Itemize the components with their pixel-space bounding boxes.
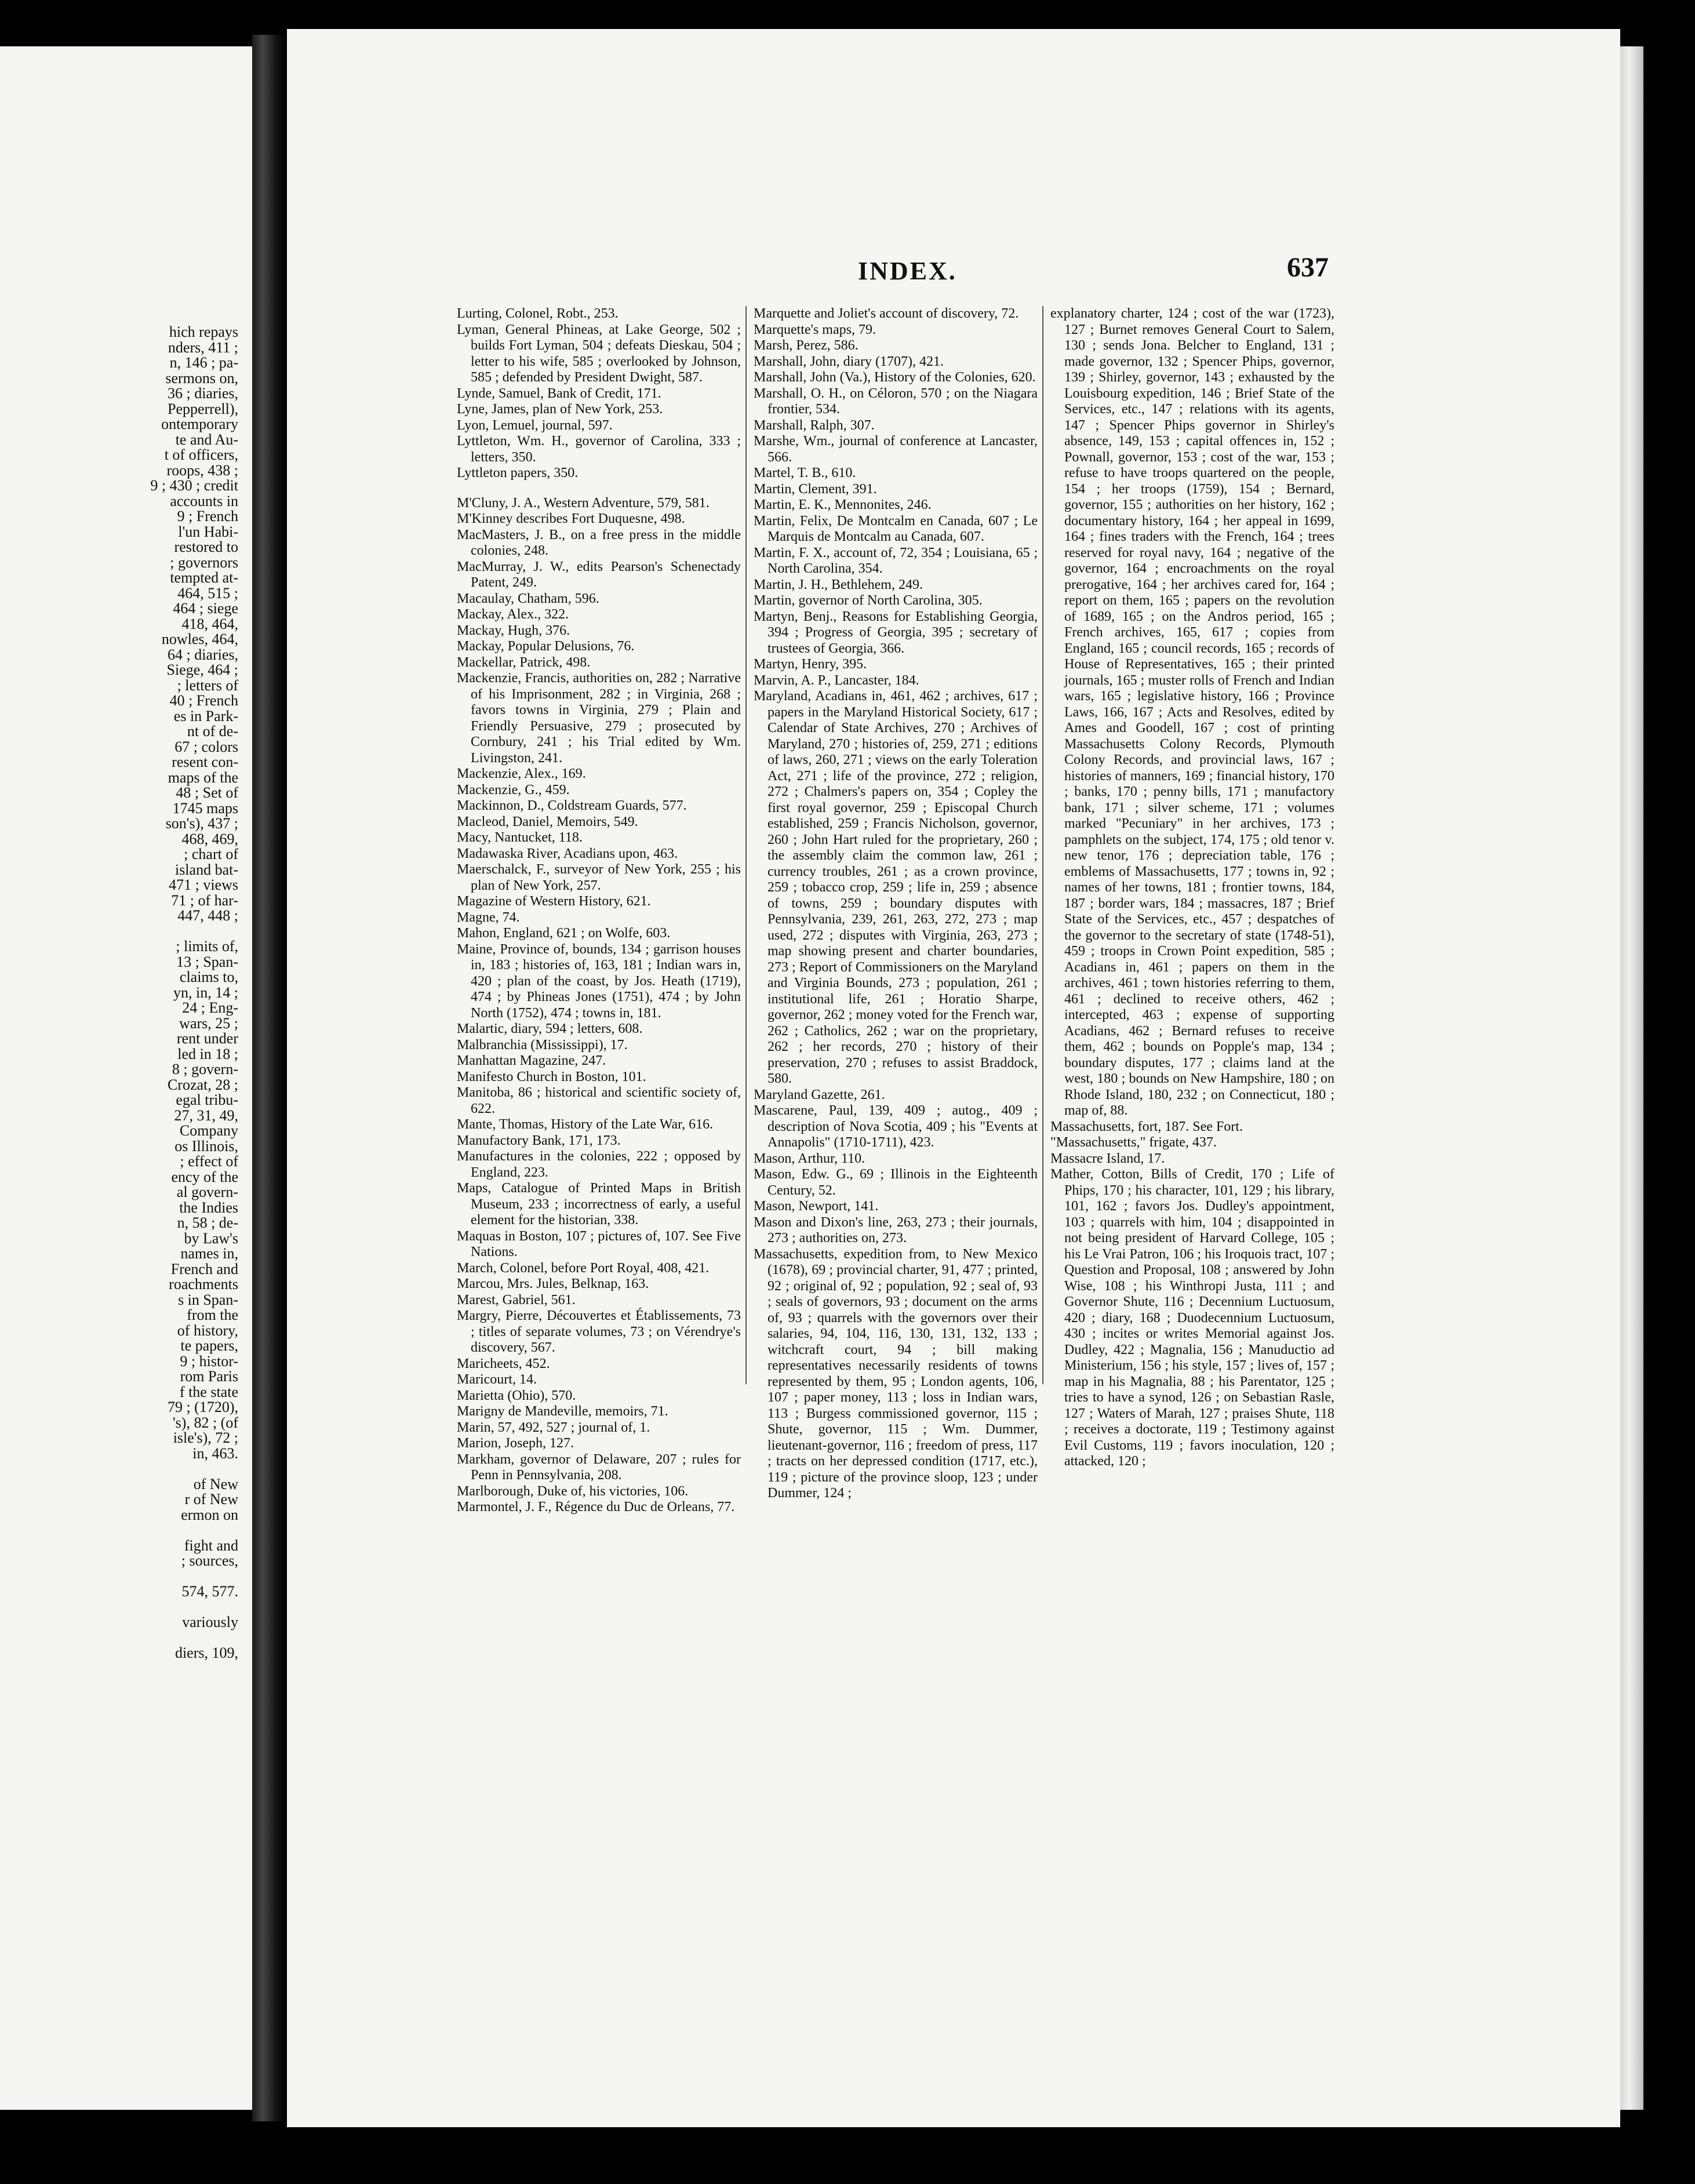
left-page-line: egal tribu-: [176, 1091, 238, 1108]
index-entry: Manufactory Bank, 171, 173.: [457, 1133, 621, 1148]
left-page-line: rom Paris: [180, 1368, 238, 1385]
left-page-line: 9 ; histor-: [180, 1352, 238, 1370]
index-entry: M'Kinney describes Fort Duquesne, 498.: [457, 511, 685, 526]
left-page-line: 468, 469,: [181, 830, 238, 847]
left-page-line: from the: [187, 1306, 238, 1323]
index-entry: Macleod, Daniel, Memoirs, 549.: [457, 814, 638, 829]
index-entry: Massacre Island, 17.: [1050, 1151, 1165, 1166]
index-entry: Marietta (Ohio), 570.: [457, 1388, 576, 1403]
left-page-line: 48 ; Set of: [176, 784, 238, 801]
book-gutter: [252, 35, 287, 2121]
index-column-1: [457, 306, 741, 1516]
left-page-line: maps of the: [168, 769, 238, 786]
index-entry: Marin, 57, 492, 527 ; journal of, 1.: [457, 1419, 650, 1435]
index-entry: Marquette's maps, 79.: [754, 322, 876, 337]
left-page-line: 13 ; Span-: [176, 953, 238, 970]
left-page-line: 40 ; French: [169, 692, 238, 709]
left-page-line: accounts in: [170, 492, 238, 509]
index-entry: Martel, T. B., 610.: [754, 465, 856, 481]
index-entry: Mackay, Popular Delusions, 76.: [457, 639, 635, 654]
index-entry: Mason, Newport, 141.: [754, 1199, 879, 1214]
index-entry: Marshall, O. H., on Céloron, 570 ; on the Niagara frontier, 534.: [754, 385, 1038, 417]
left-page-line: diers, 109,: [174, 1644, 238, 1661]
index-entry: Martin, Clement, 391.: [754, 481, 877, 497]
index-entry: Lyne, James, plan of New York, 253.: [457, 402, 663, 417]
left-page-line: in, 463.: [192, 1444, 238, 1462]
index-entry: Margry, Pierre, Découvertes et Établissements, 73 ; titles of separate volumes, 73 ; on Vérendrye's discovery, 567.: [457, 1308, 741, 1355]
index-entry: Martin, Felix, De Montcalm en Canada, 607 ; Le Marquis de Montcalm au Canada, 607.: [754, 513, 1038, 544]
index-entry: Mather, Cotton, Bills of Credit, 170 ; Life of Phips, 170 ; his character, 101, 129 ; his library, 101, 162 ; favors Jos. Dudley's appointment, 103 ; quarrels with him, 104 ; disappointed in not being president of Harvard College, 105 ; his Le Vrai Patron, 106 ; his Iroquois tract, 107 ; Question and Proposal, 108 ; answered by John Wise, 108 ; his Winthropi Justa, 111 ; and Governor Shute, 116 ; Decennium Luctuosum, 420 ; diary, 168 ; Duodecennium Luctuosum, 430 ; incites or writes Memorial against Jos. Dudley, 422 ; Magnalia, 156 ; Manuductio ad Ministerium, 156 ; his style, 157 ; lives of, 157 ; map in his Magnalia, 88 ; his Parentator, 125 ; tries to have a synod, 126 ; on Sebastian Rasle, 127 ; Waters of Marah, 127 ; praises Shute, 118 ; receives a doctorate, 119 ; Testimony against Evil Customs, 119 ; favors inoculation, 120 ; attacked, 120 ;: [1050, 1167, 1334, 1469]
left-page-line: ; governors: [170, 554, 238, 571]
left-page-line: t of officers,: [164, 446, 238, 463]
index-entry: Maps, Catalogue of Printed Maps in British Museum, 233 ; incorrectness of early, a useful element for the historian, 338.: [457, 1181, 741, 1228]
left-page-line: f the state: [179, 1383, 238, 1400]
left-page-line: 9 ; 430 ; credit: [150, 477, 238, 494]
index-entry: Madawaska River, Acadians upon, 463.: [457, 846, 678, 861]
left-page-line: ; effect of: [180, 1153, 238, 1170]
running-title: INDEX.: [858, 257, 957, 285]
left-page-line: 1745 maps: [172, 799, 238, 817]
index-entry: Martin, E. K., Mennonites, 246.: [754, 497, 932, 512]
index-entry: Marcou, Mrs. Jules, Belknap, 163.: [457, 1276, 649, 1291]
left-page-line: Siege, 464 ;: [166, 661, 238, 678]
left-page-line: 27, 31, 49,: [174, 1106, 238, 1124]
index-entry: Maerschalck, F., surveyor of New York, 255 ; his plan of New York, 257.: [457, 862, 741, 893]
index-entry: Mason, Edw. G., 69 ; Illinois in the Eighteenth Century, 52.: [754, 1167, 1038, 1198]
left-page-line: ermon on: [181, 1506, 238, 1523]
left-page-line: 79 ; (1720),: [167, 1399, 238, 1415]
left-page-line: isle's), 72 ;: [173, 1429, 238, 1446]
index-entry: explanatory charter, 124 ; cost of the war (1723), 127 ; Burnet removes General Court to Salem, 130 ; sends Jona. Belcher to England, 131 ; made governor, 132 ; Spencer Phips, governor, 139 ; Shirley, governor, 143 ; exhausted by the Louisbourg expedition, 146 ; Brief State of the Services, etc., 147 ; relations with its agents, 147 ; Spencer Phips governor in Shirley's absence, 149, 153 ; capital offences in, 152 ; Pownall, governor, 153 ; cost of the war, 153 ; refuse to have troops quartered on the people, 154 ; her troops (1759), 154 ; Bernard, governor, 155 ; authorities on her history, 162 ; documentary history, 164 ; her appeal in 1699, 164 ; fines traders with the French, 164 ; trees reserved for royal navy, 164 ; negative of the governor, 164 ; encroachments on the royal prerogative, 164 ; her archives cared for, 164 ; report on them, 165 ; papers on the revolution of 1689, 165 ; on the Andros period, 165 ; French archives, 165, 617 ; copies from England, 165 ; council records, 165 ; records of House of Representatives, 165 ; their printed journals, 165 ; muster rolls of French and Indian wars, 165 ; legislative history, 166 ; Province Laws, 166, 167 ; Acts and Resolves, edited by Ames and Goodell, 167 ; cost of printing Massachusetts Colony Records, Plymouth Colony Records, and provincial laws, 167 ; histories of manners, 169 ; financial history, 170 ; banks, 170 ; penny bills, 171 ; manufactory bank, 171 ; silver scheme, 171 ; volumes marked "Pecuniary" in her archives, 173 ; pamphlets on the subject, 174, 175 ; old tenor v. new tenor, 176 ; depreciation table, 176 ; emblems of Massachusetts, 177 ; towns in, 92 ; names of her towns, 181 ; frontier towns, 184, 187 ; border wars, 184 ; massacres, 187 ; Brief State of the Services, etc., 457 ; despatches of the governor to the secretary of state (1748-51), 459 ; troops in Crown Point expedition, 585 ; Acadians in, 461 ; papers on them in the archives, 461 ; town histories referring to them, 461 ; declined to receive others, 462 ; intercepted, 463 ; expense of supporting Acadians, 462 ; Bernard refuses to receive them, 462 ; bounds on Popple's map, 134 ; boundary disputes, 177 ; claims land at the west, 180 ; bounds on New Hampshire, 180 ; on Rhode Island, 180, 232 ; on Connecticut, 180 ; map of, 88.: [1050, 306, 1334, 1118]
index-entry: Mackay, Hugh, 376.: [457, 623, 570, 638]
index-entry: Mackenzie, Francis, authorities on, 282 ; Narrative of his Imprisonment, 282 ; in Virginia, 268 ; favors towns in Virginia, 279 ; Plain and Friendly Persuasive, 279 ; prosecuted by Cornbury, 241 ; his Trial edited by Wm. Livingston, 241.: [457, 671, 741, 766]
index-entry: Manitoba, 86 ; historical and scientific society of, 622.: [457, 1085, 741, 1116]
index-entry: Maquas in Boston, 107 ; pictures of, 107. See Five Nations.: [457, 1228, 741, 1260]
index-entry: Marquette and Joliet's account of discovery, 72.: [754, 306, 1019, 321]
index-entry: Manufactures in the colonies, 222 ; opposed by England, 223.: [457, 1149, 741, 1180]
index-entry: Markham, governor of Delaware, 207 ; rules for Penn in Pennsylvania, 208.: [457, 1451, 741, 1483]
index-entry: March, Colonel, before Port Royal, 408, 421.: [457, 1260, 710, 1276]
index-entry: Macaulay, Chatham, 596.: [457, 591, 599, 606]
left-page-line: son's), 437 ;: [165, 815, 238, 832]
left-page-line: restored to: [174, 538, 238, 555]
index-entry: Mackay, Alex., 322.: [457, 607, 569, 622]
index-entry: Maricourt, 14.: [457, 1372, 537, 1387]
left-page-line: 464, 515 ;: [177, 584, 238, 602]
index-entry: Lyon, Lemuel, journal, 597.: [457, 417, 613, 433]
index-entry: Marshall, John, diary (1707), 421.: [754, 354, 944, 369]
index-entry: Mahon, England, 621 ; on Wolfe, 603.: [457, 926, 671, 941]
page-edge: [1620, 46, 1643, 2110]
left-page-line: of New: [193, 1475, 238, 1493]
left-page-line: 471 ; views: [169, 876, 238, 893]
left-page-line: sermons on,: [165, 369, 238, 387]
left-page-line: nt of de-: [187, 723, 238, 740]
index-entry: Martyn, Henry, 395.: [754, 657, 867, 672]
left-page-line: resent con-: [172, 754, 238, 770]
left-page-line: Pepperrell),: [167, 400, 238, 417]
left-page-line: nders, 411 ;: [168, 338, 238, 356]
left-page-line: of history,: [177, 1322, 238, 1339]
left-page-line: 447, 448 ;: [177, 907, 238, 924]
left-page-line: variously: [182, 1614, 238, 1630]
left-page-line: ency of the: [171, 1168, 238, 1185]
index-entry: Marshall, John (Va.), History of the Colonies, 620.: [754, 370, 1036, 385]
index-entry: Lyttleton papers, 350.: [457, 465, 579, 481]
left-page-line: roachments: [169, 1276, 238, 1293]
left-page-line: 418, 464,: [181, 615, 238, 632]
left-page-line: nowles, 464,: [161, 631, 238, 647]
left-page-line: the Indies: [179, 1199, 238, 1216]
left-page-line: 64 ; diaries,: [167, 646, 238, 663]
left-page-line: 574, 577.: [181, 1583, 238, 1600]
index-entry: Lyman, General Phineas, at Lake George, 502 ; builds Fort Lyman, 504 ; defeats Dieskau, 504 ; letter to his wife, 585 ; overlooked by Johnson, 585 ; defended by President Dwight, 587.: [457, 322, 741, 385]
left-page-line: Company: [179, 1122, 238, 1139]
index-entry: Mason and Dixon's line, 263, 273 ; their journals, 273 ; authorities on, 273.: [754, 1214, 1038, 1246]
book-page: [287, 29, 1620, 2127]
left-page-line: island bat-: [174, 861, 238, 878]
left-page-line: fight and: [184, 1537, 238, 1554]
column-rule: [745, 306, 747, 1384]
index-entry: Marshall, Ralph, 307.: [754, 417, 875, 433]
index-entry: Marion, Joseph, 127.: [457, 1436, 574, 1451]
index-entry: Maryland, Acadians in, 461, 462 ; archives, 617 ; papers in the Maryland Historical Society, 617 ; Calendar of State Archives, 270 ; Archives of Maryland, 270 ; histories of, 259, 271 ; editions of laws, 260, 271 ; views on the early Toleration Act, 271 ; life of the province, 272 ; religion, 272 ; Chalmers's papers on, 354 ; Copley the first royal governor, 259 ; Episcopal Church established, 259 ; Francis Nicholson, governor, 260 ; John Hart ruled for the proprietary, 260 ; the assembly claim the common law, 261 ; currency troubles, 261 ; as a crown province, 259 ; tobacco crop, 259 ; life in, 259 ; absence of towns, 259 ; boundary disputes with Pennsylvania, 239, 261, 263, 272, 273 ; map used, 272 ; disputes with Virginia, 263, 273 ; map showing present and charter boundaries, 273 ; Report of Commissioners on the Maryland and Virginia Bounds, 273 ; population, 261 ; institutional life, 261 ; Horatio Sharpe, governor, 262 ; money voted for the French war, 262 ; Catholics, 262 ; war on the proprietary, 262 ; her records, 270 ; history of their preservation, 270 ; refuses to assist Braddock, 580.: [754, 689, 1038, 1086]
left-page-line: s in Span-: [178, 1291, 238, 1308]
left-page-line: n, 58 ; de-: [177, 1214, 238, 1231]
left-page-line: 67 ; colors: [174, 738, 238, 755]
left-page-line: al govern-: [176, 1184, 238, 1200]
index-entry: Martin, governor of North Carolina, 305.: [754, 593, 983, 608]
left-page-line: French and: [170, 1260, 238, 1277]
index-entry: Martyn, Benj., Reasons for Establishing Georgia, 394 ; Progress of Georgia, 395 ; secretary of trustees of Georgia, 366.: [754, 609, 1038, 656]
index-entry: Mascarene, Paul, 139, 409 ; autog., 409 ; description of Nova Scotia, 409 ; his "Events at Annapolis" (1710-1711), 423.: [754, 1103, 1038, 1150]
left-page-line: te papers,: [180, 1337, 238, 1354]
index-entry: Magazine of Western History, 621.: [457, 894, 651, 909]
left-page-line: 9 ; French: [177, 508, 238, 525]
left-page-line: ; letters of: [177, 676, 238, 694]
index-entry: Mason, Arthur, 110.: [754, 1151, 865, 1166]
index-entry: Mackenzie, Alex., 169.: [457, 766, 586, 781]
index-entry: Mackellar, Patrick, 498.: [457, 654, 591, 670]
index-entry: Massachusetts, expedition from, to New Mexico (1678), 69 ; provincial charter, 91, 477 ; printed, 92 ; original of, 92 ; population, 92 ; seal of, 93 ; seals of governors, 93 ; document on the arms of, 93 ; quarrels with the governors over their salaries, 94, 104, 116, 130, 131, 132, 133 ; witchcraft court, 94 ; bill making representatives necessarily residents of towns represented by them, 95 ; London agents, 106, 107 ; paper money, 113 ; loss in Indian wars, 113 ; Burgess commissioned governor, 115 ; Shute, governor, 115 ; Wm. Dummer, lieutenant-governor, 116 ; freedom of press, 117 ; tracts on her depressed condition (1717, etc.), 119 ; picture of the province sloop, 123 ; under Dummer, 124 ;: [754, 1246, 1038, 1501]
left-page-line: ; sources,: [181, 1552, 238, 1569]
index-entry: Macy, Nantucket, 118.: [457, 830, 583, 845]
index-column-2: [754, 306, 1038, 1502]
left-page-line: claims to,: [179, 969, 238, 985]
index-entry: Lynde, Samuel, Bank of Credit, 171.: [457, 385, 661, 401]
left-page-line: led in 18 ;: [177, 1045, 238, 1062]
index-entry: Magne, 74.: [457, 909, 520, 925]
left-page-line: te and Au-: [175, 431, 238, 448]
index-entry: Martin, J. H., Bethlehem, 249.: [754, 577, 923, 592]
left-page-line: 24 ; Eng-: [182, 999, 238, 1016]
left-page-line: ontemporary: [161, 416, 238, 432]
left-page-line: tempted at-: [170, 569, 238, 586]
index-column-3: [1050, 306, 1334, 1470]
index-entry: Marlborough, Duke of, his victories, 106.: [457, 1483, 689, 1499]
left-page-line: n, 146 ; pa-: [169, 354, 238, 371]
left-page-line: 's), 82 ; (of: [172, 1414, 238, 1431]
left-page-line: r of New: [184, 1491, 238, 1508]
index-entry: Marest, Gabriel, 561.: [457, 1292, 576, 1308]
index-entry: Mante, Thomas, History of the Late War, 616.: [457, 1117, 714, 1132]
index-entry: Mackenzie, G., 459.: [457, 782, 570, 798]
left-page-line: wars, 25 ;: [179, 1014, 238, 1032]
left-page-line: rent under: [176, 1030, 238, 1047]
index-entry: "Massachusetts," frigate, 437.: [1050, 1135, 1217, 1150]
left-page-fragment: [0, 46, 252, 2110]
left-page-line: by Law's: [184, 1229, 238, 1247]
index-entry: Malbranchia (Mississippi), 17.: [457, 1037, 628, 1053]
left-page-line: hich repays: [169, 323, 238, 340]
index-entry: Martin, F. X., account of, 72, 354 ; Louisiana, 65 ; North Carolina, 354.: [754, 545, 1038, 576]
index-entry: Lurting, Colonel, Robt., 253.: [457, 306, 619, 321]
index-entry: Marvin, A. P., Lancaster, 184.: [754, 672, 919, 688]
page-number: 637: [1287, 252, 1329, 283]
left-page-line: 71 ; of har-: [171, 891, 238, 909]
left-page-line: names in,: [180, 1245, 238, 1262]
index-entry: Marshe, Wm., journal of conference at Lancaster, 566.: [754, 434, 1038, 465]
left-page-line: ; limits of,: [176, 938, 238, 955]
index-entry: Massachusetts, fort, 187. See Fort.: [1050, 1119, 1243, 1134]
index-entry: Lyttleton, Wm. H., governor of Carolina, 333 ; letters, 350.: [457, 434, 741, 465]
index-entry: Manhattan Magazine, 247.: [457, 1053, 606, 1068]
index-entry: Marmontel, J. F., Régence du Duc de Orleans, 77.: [457, 1499, 735, 1515]
left-page-line: es in Park-: [173, 707, 238, 725]
left-page-line: 8 ; govern-: [172, 1061, 238, 1078]
left-page-line: 36 ; diaries,: [167, 385, 238, 402]
index-entry: Maryland Gazette, 261.: [754, 1087, 885, 1102]
left-page-line: os Illinois,: [174, 1137, 238, 1155]
index-entry: M'Cluny, J. A., Western Adventure, 579, 581.: [457, 495, 710, 511]
left-page-line: Crozat, 28 ;: [167, 1076, 238, 1093]
left-page-line: 464 ; siege: [173, 600, 238, 617]
left-page-line: ; chart of: [184, 846, 238, 862]
index-entry: Maricheets, 452.: [457, 1356, 550, 1371]
left-page-line: yn, in, 14 ;: [173, 984, 238, 1001]
index-entry: Marigny de Mandeville, memoirs, 71.: [457, 1404, 668, 1419]
index-entry: Mackinnon, D., Coldstream Guards, 577.: [457, 798, 687, 813]
column-rule: [1042, 306, 1043, 1384]
index-entry: Malartic, diary, 594 ; letters, 608.: [457, 1021, 643, 1036]
left-page-line: l'un Habi-: [178, 523, 238, 540]
index-entry: Maine, Province of, bounds, 134 ; garrison houses in, 183 ; histories of, 163, 181 ; Indian wars in, 420 ; plan of the coast, by Jos. Heath (1719), 474 ; by Phineas Jones (1751), 474 ; by John North (1752), 474 ; towns in, 181.: [457, 941, 741, 1021]
index-entry: Marsh, Perez, 586.: [754, 338, 859, 353]
left-page-line: roops, 438 ;: [166, 461, 238, 479]
index-entry: MacMasters, J. B., on a free press in the middle colonies, 248.: [457, 527, 741, 558]
index-entry: Manifesto Church in Boston, 101.: [457, 1069, 646, 1084]
index-entry: MacMurray, J. W., edits Pearson's Schenectady Patent, 249.: [457, 559, 741, 590]
